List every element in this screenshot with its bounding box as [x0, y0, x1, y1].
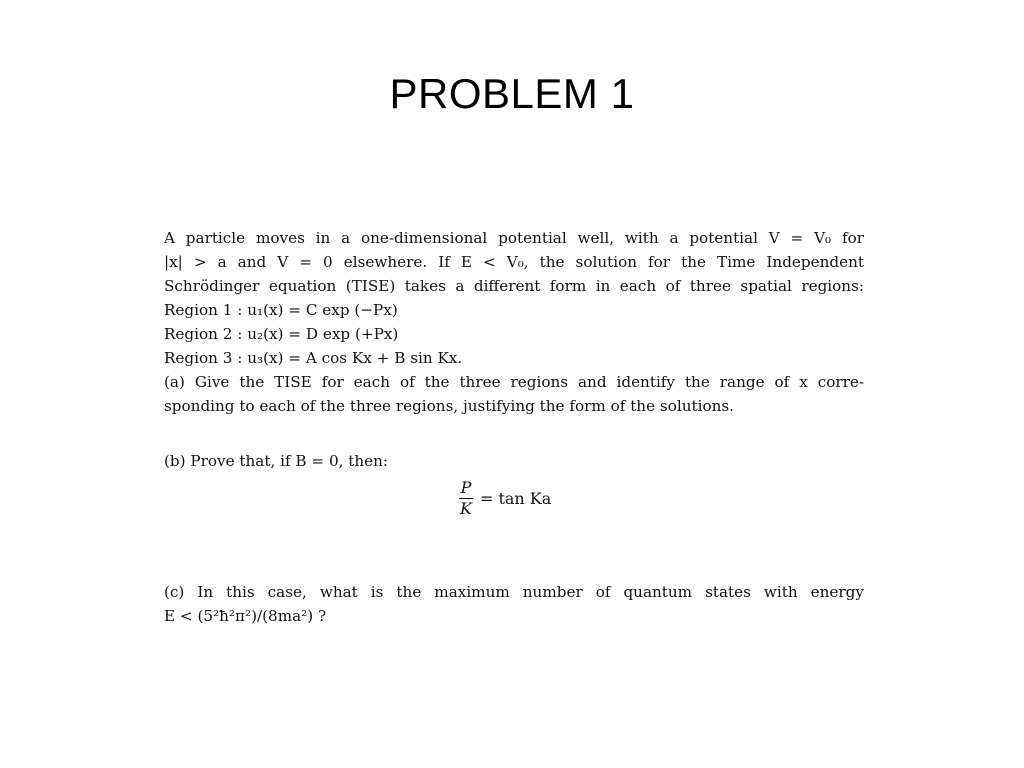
- problem-text: [164, 226, 864, 473]
- problem-line: |x| > a and V = 0 elsewhere. If E < V₀, the solution for the Time Independent: [164, 253, 864, 271]
- part-a-line: (a) Give the TISE for each of the three regions and identify the range of x corre-: [164, 373, 864, 391]
- tan-equation: [458, 478, 551, 519]
- problem-line: Schrödinger equation (TISE) takes a different form in each of three spatial regions:: [164, 277, 864, 295]
- region-1-line: Region 1 : u₁(x) = C exp (−Px): [164, 301, 398, 319]
- fraction: [458, 478, 474, 519]
- part-c-text: [164, 580, 864, 628]
- part-c-line: E < (5²ħ²π²)/(8ma²) ?: [164, 607, 327, 625]
- part-b-line: (b) Prove that, if B = 0, then:: [164, 452, 389, 470]
- equation-rhs: = tan Ka: [479, 489, 552, 508]
- part-a-line: sponding to each of the three regions, justifying the form of the solutions.: [164, 397, 734, 415]
- region-3-line: Region 3 : u₃(x) = A cos Kx + B sin Kx.: [164, 349, 463, 367]
- fraction-denominator: K: [460, 499, 472, 518]
- problem-line: A particle moves in a one-dimensional potential well, with a potential V = V₀ for: [164, 229, 864, 247]
- fraction-numerator: P: [460, 478, 472, 497]
- region-2-line: Region 2 : u₂(x) = D exp (+Px): [164, 325, 399, 343]
- part-c-line: (c) In this case, what is the maximum number of quantum states with energy: [164, 583, 864, 601]
- slide-title: PROBLEM 1: [389, 70, 635, 117]
